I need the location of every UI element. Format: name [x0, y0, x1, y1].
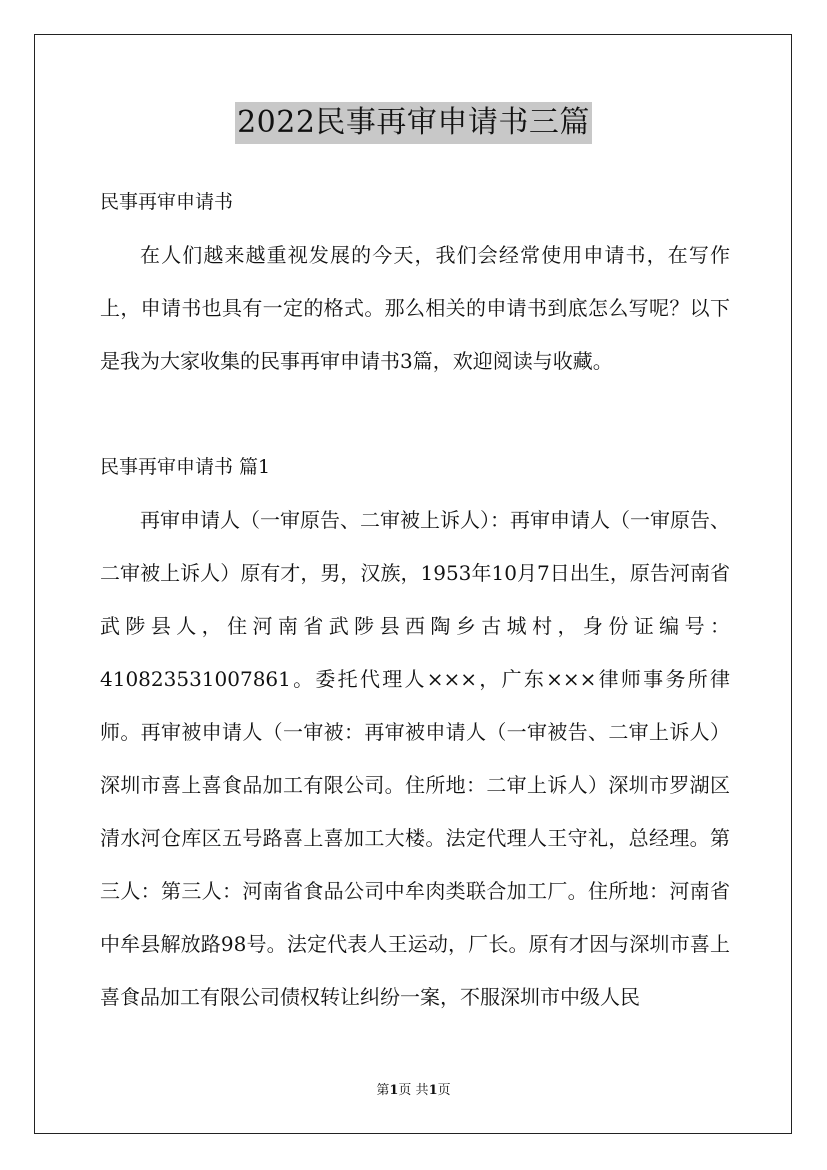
- page-footer: [0, 1082, 827, 1100]
- section-spacer: [100, 388, 730, 441]
- footer-page-suffix: 页: [437, 1083, 451, 1098]
- intro-heading: 民事再审申请书: [100, 191, 234, 213]
- section1-paragraph: 再审申请人（一审原告、二审被上诉人）：再审申请人（一审原告、二审被上诉人）原有才，男，汉族，1953年10月7日出生，原告河南省武陟县人，住河南省武陟县西陶乡古城村，身份证编号：410823531007861。委托代理人×××，广东×××律师事务所律师。再审被申请人（一审被：再审被申请人（一审被告、二审上诉人）深圳市喜上喜食品加工有限公司。住所地：二审上诉人）深圳市罗湖区清水河仓库区五号路喜上喜加工大楼。法定代理人王守礼，总经理。第三人：第三人：河南省食品公司中牟肉类联合加工厂。住所地：河南省中牟县解放路98号。法定代表人王运动，厂长。原有才因与深圳市喜上喜食品加工有限公司债权转让纠纷一案，不服深圳市中级人民: [100, 508, 730, 1009]
- intro-paragraph: 在人们越来越重视发展的今天，我们会经常使用申请书，在写作上，申请书也具有一定的格式。那么相关的申请书到底怎么写呢？以下是我为大家收集的民事再审申请书3篇，欢迎阅读与收藏。: [100, 243, 730, 373]
- title-container: [0, 102, 827, 144]
- document-title: 2022民事再审申请书三篇: [235, 102, 592, 144]
- document-body: [100, 176, 730, 1024]
- footer-page-current: 1: [389, 1083, 399, 1098]
- footer-page-total: 1: [428, 1083, 438, 1098]
- footer-page-prefix: 第: [376, 1083, 390, 1098]
- section1-heading: 民事再审申请书 篇1: [100, 456, 271, 478]
- footer-page-mid: 页 共: [398, 1083, 429, 1098]
